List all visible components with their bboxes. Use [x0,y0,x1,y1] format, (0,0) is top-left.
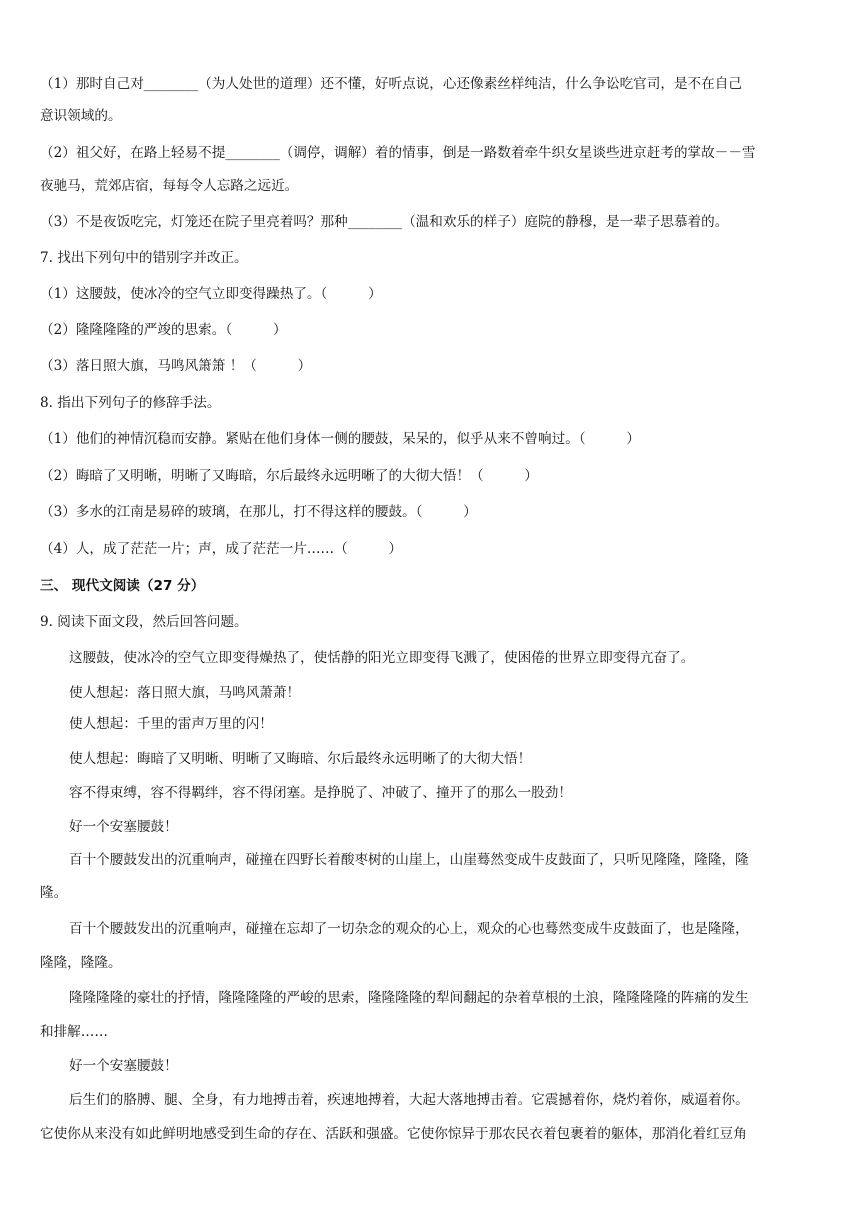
passage-paragraph: 百十个腰鼓发出的沉重响声，碰撞在忘却了一切杂念的观众的心上，观众的心也蓦然变成牛皮鼓面了，也是隆隆， [69,921,749,937]
q7-item-3: （3）落日照大旗，马鸣风箫箫 ！（ ） [40,358,312,374]
passage-paragraph: 后生们的胳膊、腿、全身，有力地搏击着，疾速地搏着，大起大落地搏击着。它震撼着你，烧灼着你，威逼着你。 [69,1092,749,1108]
q7-item-1: （1）这腰鼓，使冰冷的空气立即变得躁热了。（ ） [40,286,382,302]
q7-item-2: （2）隆隆隆隆的严竣的思索。（ ） [40,322,287,338]
passage-paragraph: 使人想起：落日照大旗，马鸣风萧萧！ [69,685,301,701]
section-3-heading: 三、 现代文阅读（27 分） [40,578,205,594]
passage-paragraph-cont: 和排解…… [40,1024,108,1040]
question-8-title: 8. 指出下列句子的修辞手法。 [40,395,221,411]
passage-paragraph: 隆隆隆隆的豪壮的抒情，隆隆隆隆的严峻的思索，隆隆隆隆的犁间翻起的杂着草根的土浪，隆隆隆隆的阵痛的发生 [69,990,749,1006]
q6-item-1-cont: 意识领域的。 [40,108,122,124]
passage-paragraph: 好一个安塞腰鼓！ [69,819,178,835]
question-7-title: 7. 找出下列句中的错别字并改正。 [40,250,248,266]
q6-item-2: （2）祖父好，在路上轻易不提________（调停，调解）着的情事，倒是一路数着牵牛织女星谈些进京赶考的掌故－－雪 [40,145,756,161]
passage-paragraph: 容不得束缚，容不得羁绊，容不得闭塞。是挣脱了、冲破了、撞开了的那么一股劲！ [69,785,572,801]
q8-item-3: （3）多水的江南是易碎的玻璃，在那儿，打不得这样的腰鼓。（ ） [40,504,477,520]
passage-paragraph: 百十个腰鼓发出的沉重响声，碰撞在四野长着酸枣树的山崖上，山崖蓦然变成牛皮鼓面了，只听见隆隆，隆隆，隆 [69,852,749,868]
passage-paragraph: 使人想起：晦暗了又明晰、明晰了又晦暗、尔后最终永远明晰了的大彻大悟！ [69,751,532,767]
q6-item-3: （3）不是夜饭吃完，灯笼还在院子里亮着吗？那种________（温和欢乐的样子）庭院的静穆，是一辈子思慕着的。 [40,214,729,230]
q8-item-1: （1）他们的神情沉稳而安静。紧贴在他们身体一侧的腰鼓，呆呆的，似乎从来不曾响过。（ ） [40,431,640,447]
passage-paragraph-cont: 它使你从来没有如此鲜明地感受到生命的存在、活跃和强盛。它使你惊异于那农民衣着包裹着的躯体，那消化着红豆角 [40,1126,747,1142]
question-9-title: 9. 阅读下面文段，然后回答问题。 [40,614,248,630]
q8-item-2: （2）晦暗了又明晰，明晰了又晦暗，尔后最终永远明晰了的大彻大悟！（ ） [40,468,539,484]
q6-item-1: （1）那时自己对________（为人处世的道理）还不懂，好听点说，心还像素丝样纯洁，什么争讼吃官司，是不在自己 [40,76,742,92]
q8-item-4: （4）人，成了茫茫一片；声，成了茫茫一片……（ ） [40,541,403,557]
q6-item-2-cont: 夜驰马，荒郊店宿，每每令人忘路之远近。 [40,178,299,194]
passage-paragraph: 这腰鼓，使冰冷的空气立即变得燥热了，使恬静的阳光立即变得飞溅了，使困倦的世界立即变得亢奋了。 [69,650,695,666]
passage-paragraph-cont: 隆。 [40,885,68,901]
passage-paragraph: 好一个安塞腰鼓！ [69,1058,178,1074]
passage-paragraph: 使人想起：千里的雷声万里的闪！ [69,716,273,732]
passage-paragraph-cont: 隆隆，隆隆。 [40,955,122,971]
